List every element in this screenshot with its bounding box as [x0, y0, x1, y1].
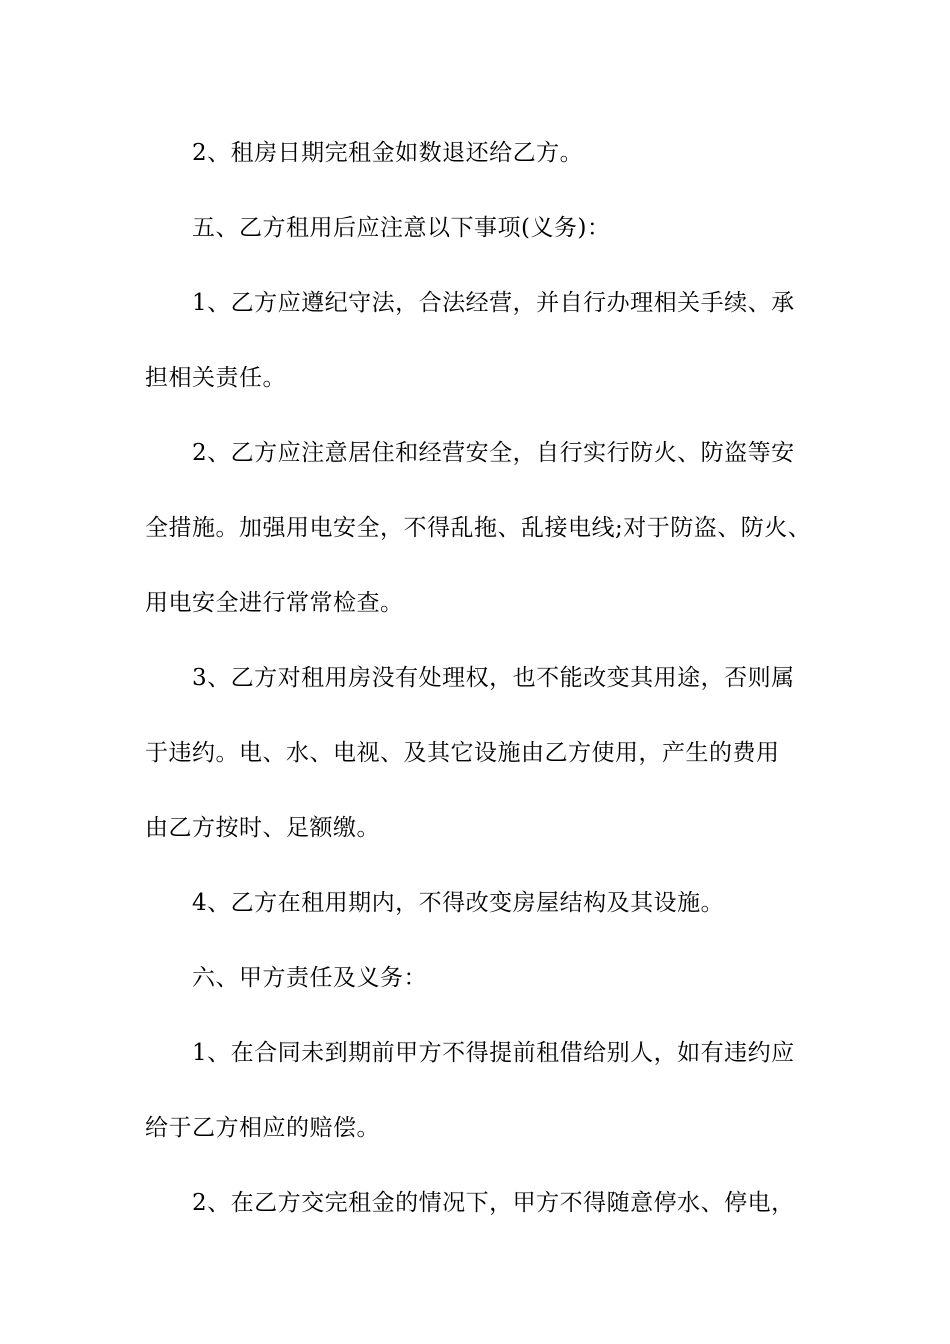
- text-line-5: 2、乙方应注意居住和经营安全，自行实行防火、防盗等安: [192, 440, 795, 466]
- text-line-13: 1、在合同未到期前甲方不得提前租借给别人，如有违约应: [192, 1040, 795, 1066]
- text-line-1: 2、租房日期完租金如数退还给乙方。: [192, 140, 584, 166]
- text-line-12: 六、甲方责任及义务：: [192, 965, 427, 991]
- text-line-7: 用电安全进行常常检查。: [145, 590, 404, 616]
- text-line-3: 1、乙方应遵纪守法，合法经营，并自行办理相关手续、承: [192, 290, 795, 316]
- text-line-11: 4、乙方在租用期内，不得改变房屋结构及其设施。: [192, 890, 725, 916]
- text-line-15: 2、在乙方交完租金的情况下，甲方不得随意停水、停电，: [192, 1190, 795, 1216]
- text-line-4: 担相关责任。: [145, 365, 286, 391]
- text-line-8: 3、乙方对租用房没有处理权，也不能改变其用途，否则属: [192, 665, 795, 691]
- text-line-2: 五、乙方租用后应注意以下事项(义务)：: [192, 215, 611, 241]
- text-line-9: 于违约。电、水、电视、及其它设施由乙方使用，产生的费用: [145, 740, 780, 766]
- text-line-10: 由乙方按时、足额缴。: [145, 815, 380, 841]
- text-line-6: 全措施。加强用电安全，不得乱拖、乱接电线;对于防盗、防火、: [145, 515, 812, 541]
- text-line-14: 给于乙方相应的赔偿。: [145, 1115, 380, 1141]
